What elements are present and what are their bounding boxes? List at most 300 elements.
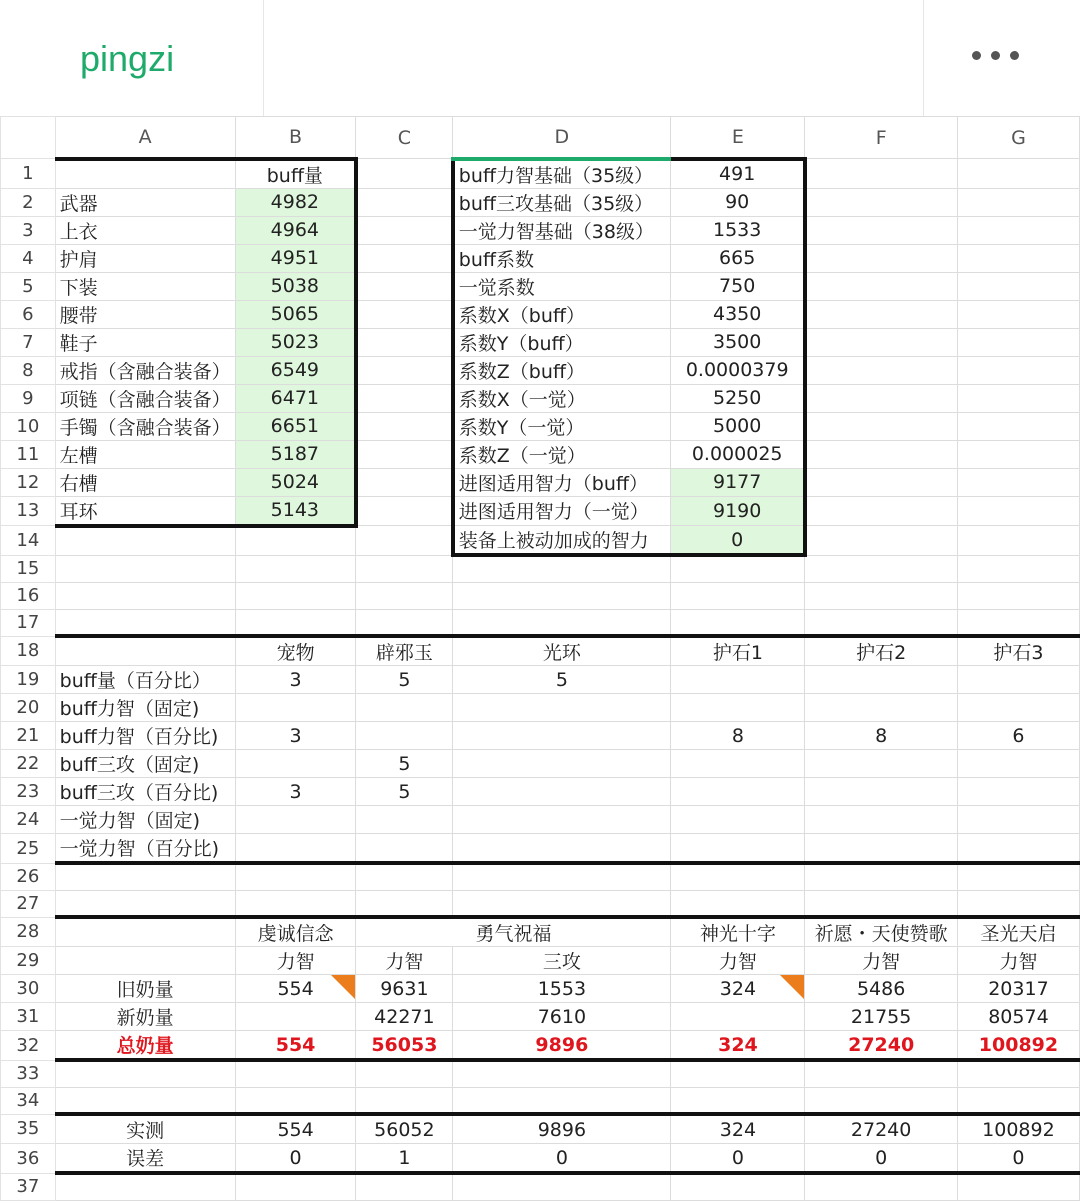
cell[interactable] bbox=[671, 863, 805, 890]
cell[interactable] bbox=[671, 834, 805, 864]
cell[interactable] bbox=[957, 1060, 1079, 1087]
cell[interactable]: 0 bbox=[805, 1144, 957, 1174]
cell[interactable]: 上衣 bbox=[55, 216, 235, 244]
row-header[interactable]: 16 bbox=[1, 582, 56, 609]
row-header[interactable]: 26 bbox=[1, 863, 56, 890]
cell[interactable] bbox=[453, 750, 671, 778]
cell[interactable] bbox=[356, 582, 453, 609]
cell[interactable] bbox=[957, 412, 1079, 440]
cell[interactable]: buff三攻基础（35级） bbox=[453, 188, 671, 216]
cell[interactable] bbox=[235, 890, 356, 917]
cell[interactable]: 三攻 bbox=[453, 947, 671, 975]
row-header[interactable]: 6 bbox=[1, 300, 56, 328]
cell[interactable]: 5 bbox=[356, 666, 453, 694]
cell[interactable] bbox=[235, 806, 356, 834]
cell[interactable]: 3 bbox=[235, 778, 356, 806]
cell[interactable] bbox=[805, 666, 957, 694]
cell[interactable] bbox=[453, 609, 671, 636]
row-header[interactable]: 13 bbox=[1, 496, 56, 526]
row-header[interactable]: 15 bbox=[1, 555, 56, 582]
cell[interactable] bbox=[805, 806, 957, 834]
cell[interactable]: 5038 bbox=[235, 272, 356, 300]
cell[interactable] bbox=[957, 356, 1079, 384]
cell[interactable]: 554 bbox=[235, 1114, 356, 1144]
row-header[interactable]: 28 bbox=[1, 917, 56, 947]
cell[interactable] bbox=[805, 300, 957, 328]
cell[interactable] bbox=[957, 440, 1079, 468]
cell[interactable]: buff力智基础（35级） bbox=[453, 159, 671, 189]
cell[interactable]: 90 bbox=[671, 188, 805, 216]
cell[interactable] bbox=[805, 216, 957, 244]
cell[interactable] bbox=[235, 1060, 356, 1087]
row-header[interactable]: 4 bbox=[1, 244, 56, 272]
cell[interactable]: 护肩 bbox=[55, 244, 235, 272]
cell[interactable] bbox=[957, 468, 1079, 496]
row-header[interactable]: 2 bbox=[1, 188, 56, 216]
cell[interactable] bbox=[671, 1087, 805, 1114]
cell[interactable]: 系数X（一觉） bbox=[453, 384, 671, 412]
cell[interactable]: 5 bbox=[356, 750, 453, 778]
cell[interactable] bbox=[356, 300, 453, 328]
cell[interactable] bbox=[356, 890, 453, 917]
cell[interactable]: 750 bbox=[671, 272, 805, 300]
cell[interactable]: 戒指（含融合装备） bbox=[55, 356, 235, 384]
cell[interactable] bbox=[356, 384, 453, 412]
cell[interactable]: buff力智（固定) bbox=[55, 694, 235, 722]
cell[interactable]: 9631 bbox=[356, 975, 453, 1003]
cell[interactable]: 4350 bbox=[671, 300, 805, 328]
cell[interactable]: 0.0000379 bbox=[671, 356, 805, 384]
cell[interactable] bbox=[805, 834, 957, 864]
cell[interactable]: 5143 bbox=[235, 496, 356, 526]
cell[interactable] bbox=[671, 750, 805, 778]
cell[interactable] bbox=[805, 1087, 957, 1114]
cell[interactable]: 9190 bbox=[671, 496, 805, 526]
cell[interactable]: 祈愿・天使赞歌 bbox=[805, 917, 957, 947]
column-header-c[interactable]: C bbox=[356, 117, 453, 159]
corner-cell[interactable] bbox=[1, 117, 56, 159]
row-header[interactable]: 36 bbox=[1, 1144, 56, 1174]
cell[interactable] bbox=[671, 694, 805, 722]
cell[interactable] bbox=[55, 582, 235, 609]
cell[interactable]: 项链（含融合装备） bbox=[55, 384, 235, 412]
cell[interactable] bbox=[356, 440, 453, 468]
cell[interactable]: buff系数 bbox=[453, 244, 671, 272]
cell[interactable] bbox=[957, 496, 1079, 526]
cell[interactable]: 42271 bbox=[356, 1003, 453, 1031]
cell[interactable] bbox=[805, 1060, 957, 1087]
cell[interactable] bbox=[356, 159, 453, 189]
cell[interactable] bbox=[356, 412, 453, 440]
cell[interactable]: 力智 bbox=[235, 947, 356, 975]
spreadsheet-grid[interactable] bbox=[0, 116, 1080, 1197]
cell[interactable] bbox=[805, 440, 957, 468]
cell[interactable]: 护石2 bbox=[805, 636, 957, 666]
cell[interactable]: 护石1 bbox=[671, 636, 805, 666]
cell[interactable] bbox=[805, 468, 957, 496]
cell[interactable] bbox=[356, 555, 453, 582]
cell[interactable]: buff三攻（固定) bbox=[55, 750, 235, 778]
cell[interactable]: 5065 bbox=[235, 300, 356, 328]
cell[interactable] bbox=[55, 159, 235, 189]
row-header[interactable]: 8 bbox=[1, 356, 56, 384]
cell[interactable]: 665 bbox=[671, 244, 805, 272]
cell[interactable]: 3500 bbox=[671, 328, 805, 356]
cell[interactable]: 进图适用智力（一觉） bbox=[453, 496, 671, 526]
cell[interactable] bbox=[957, 188, 1079, 216]
cell[interactable]: 宠物 bbox=[235, 636, 356, 666]
cell[interactable]: 下装 bbox=[55, 272, 235, 300]
cell[interactable] bbox=[805, 778, 957, 806]
cell[interactable] bbox=[805, 188, 957, 216]
cell[interactable] bbox=[235, 863, 356, 890]
cell[interactable] bbox=[805, 1173, 957, 1200]
cell[interactable] bbox=[957, 890, 1079, 917]
cell[interactable] bbox=[671, 1060, 805, 1087]
cell[interactable] bbox=[957, 555, 1079, 582]
row-header[interactable]: 7 bbox=[1, 328, 56, 356]
row-header[interactable]: 10 bbox=[1, 412, 56, 440]
cell[interactable]: 力智 bbox=[957, 947, 1079, 975]
cell[interactable] bbox=[55, 947, 235, 975]
row-header[interactable]: 33 bbox=[1, 1060, 56, 1087]
cell[interactable] bbox=[671, 555, 805, 582]
cell[interactable]: 系数Y（一觉） bbox=[453, 412, 671, 440]
cell[interactable] bbox=[235, 609, 356, 636]
cell[interactable] bbox=[356, 1173, 453, 1200]
cell[interactable]: 8 bbox=[671, 722, 805, 750]
cell[interactable]: 6 bbox=[957, 722, 1079, 750]
cell[interactable] bbox=[235, 1087, 356, 1114]
row-header[interactable]: 24 bbox=[1, 806, 56, 834]
cell[interactable]: 0 bbox=[957, 1144, 1079, 1174]
cell[interactable]: 5 bbox=[453, 666, 671, 694]
cell[interactable]: 进图适用智力（buff） bbox=[453, 468, 671, 496]
cell[interactable]: 4982 bbox=[235, 188, 356, 216]
row-header[interactable]: 18 bbox=[1, 636, 56, 666]
cell[interactable]: 系数X（buff） bbox=[453, 300, 671, 328]
cell[interactable] bbox=[957, 384, 1079, 412]
row-header[interactable]: 12 bbox=[1, 468, 56, 496]
cell[interactable] bbox=[957, 834, 1079, 864]
column-header-d[interactable]: D bbox=[453, 117, 671, 159]
cell[interactable] bbox=[957, 582, 1079, 609]
cell[interactable] bbox=[356, 1060, 453, 1087]
cell[interactable]: 右槽 bbox=[55, 468, 235, 496]
cell[interactable]: 新奶量 bbox=[55, 1003, 235, 1031]
cell[interactable] bbox=[957, 863, 1079, 890]
cell[interactable] bbox=[453, 806, 671, 834]
row-header[interactable]: 32 bbox=[1, 1031, 56, 1061]
cell[interactable]: 5486 bbox=[805, 975, 957, 1003]
cell[interactable]: 100892 bbox=[957, 1031, 1079, 1061]
cell[interactable] bbox=[671, 890, 805, 917]
cell[interactable] bbox=[957, 216, 1079, 244]
cell[interactable]: 一觉力智（固定) bbox=[55, 806, 235, 834]
cell[interactable]: 鞋子 bbox=[55, 328, 235, 356]
cell[interactable]: 0 bbox=[671, 1144, 805, 1174]
cell[interactable]: 误差 bbox=[55, 1144, 235, 1174]
cell[interactable]: 5023 bbox=[235, 328, 356, 356]
cell[interactable]: 力智 bbox=[356, 947, 453, 975]
cell[interactable] bbox=[55, 1060, 235, 1087]
cell[interactable] bbox=[671, 778, 805, 806]
cell[interactable] bbox=[805, 890, 957, 917]
cell[interactable]: 圣光天启 bbox=[957, 917, 1079, 947]
cell[interactable] bbox=[453, 863, 671, 890]
cell[interactable] bbox=[356, 468, 453, 496]
cell[interactable] bbox=[805, 356, 957, 384]
cell[interactable] bbox=[453, 722, 671, 750]
cell[interactable]: 100892 bbox=[957, 1114, 1079, 1144]
cell[interactable] bbox=[453, 1087, 671, 1114]
cell[interactable]: 5187 bbox=[235, 440, 356, 468]
cell[interactable] bbox=[957, 159, 1079, 189]
cell[interactable] bbox=[55, 890, 235, 917]
cell[interactable]: 旧奶量 bbox=[55, 975, 235, 1003]
cell[interactable]: 0.000025 bbox=[671, 440, 805, 468]
cell[interactable]: 辟邪玉 bbox=[356, 636, 453, 666]
cell[interactable] bbox=[957, 328, 1079, 356]
cell[interactable] bbox=[356, 1087, 453, 1114]
cell[interactable]: buff量 bbox=[235, 159, 356, 189]
row-header[interactable]: 5 bbox=[1, 272, 56, 300]
cell[interactable]: 9896 bbox=[453, 1114, 671, 1144]
row-header[interactable]: 14 bbox=[1, 526, 56, 556]
row-header[interactable]: 29 bbox=[1, 947, 56, 975]
cell[interactable] bbox=[55, 609, 235, 636]
cell[interactable]: 1553 bbox=[453, 975, 671, 1003]
cell[interactable] bbox=[957, 244, 1079, 272]
cell[interactable] bbox=[957, 694, 1079, 722]
cell[interactable] bbox=[356, 272, 453, 300]
cell[interactable]: 324 bbox=[671, 1114, 805, 1144]
cell[interactable]: 护石3 bbox=[957, 636, 1079, 666]
cell[interactable] bbox=[957, 526, 1079, 556]
cell[interactable] bbox=[55, 863, 235, 890]
cell[interactable] bbox=[453, 834, 671, 864]
cell[interactable] bbox=[957, 1087, 1079, 1114]
cell[interactable]: 6549 bbox=[235, 356, 356, 384]
cell[interactable]: 系数Z（一觉） bbox=[453, 440, 671, 468]
cell[interactable]: 手镯（含融合装备） bbox=[55, 412, 235, 440]
cell[interactable] bbox=[805, 244, 957, 272]
cell[interactable] bbox=[805, 582, 957, 609]
row-header[interactable]: 30 bbox=[1, 975, 56, 1003]
cell[interactable] bbox=[356, 526, 453, 556]
cell[interactable] bbox=[235, 834, 356, 864]
cell[interactable] bbox=[453, 890, 671, 917]
cell[interactable] bbox=[55, 636, 235, 666]
cell[interactable]: 装备上被动加成的智力 bbox=[453, 526, 671, 556]
row-header[interactable]: 19 bbox=[1, 666, 56, 694]
cell[interactable] bbox=[453, 778, 671, 806]
cell[interactable] bbox=[805, 750, 957, 778]
row-header[interactable]: 31 bbox=[1, 1003, 56, 1031]
cell[interactable]: 1533 bbox=[671, 216, 805, 244]
cell[interactable]: 虔诚信念 bbox=[235, 917, 356, 947]
cell[interactable] bbox=[356, 244, 453, 272]
cell[interactable]: 勇气祝福 bbox=[356, 917, 671, 947]
cell[interactable] bbox=[453, 555, 671, 582]
cell[interactable]: 一觉力智（百分比) bbox=[55, 834, 235, 864]
cell[interactable] bbox=[235, 1003, 356, 1031]
cell[interactable] bbox=[805, 694, 957, 722]
cell[interactable] bbox=[235, 750, 356, 778]
cell[interactable] bbox=[805, 159, 957, 189]
cell[interactable] bbox=[671, 609, 805, 636]
cell[interactable] bbox=[55, 526, 235, 556]
cell[interactable] bbox=[356, 694, 453, 722]
cell[interactable] bbox=[356, 834, 453, 864]
cell[interactable]: 0 bbox=[671, 526, 805, 556]
cell[interactable]: 0 bbox=[453, 1144, 671, 1174]
cell[interactable]: buff三攻（百分比) bbox=[55, 778, 235, 806]
cell[interactable]: 左槽 bbox=[55, 440, 235, 468]
cell[interactable] bbox=[671, 582, 805, 609]
cell[interactable]: 324 bbox=[671, 975, 805, 1003]
row-header[interactable]: 21 bbox=[1, 722, 56, 750]
cell[interactable] bbox=[356, 216, 453, 244]
cell[interactable]: 系数Y（buff） bbox=[453, 328, 671, 356]
cell[interactable]: 0 bbox=[235, 1144, 356, 1174]
column-header-b[interactable]: B bbox=[235, 117, 356, 159]
cell[interactable]: 力智 bbox=[671, 947, 805, 975]
row-header[interactable]: 3 bbox=[1, 216, 56, 244]
cell[interactable] bbox=[55, 555, 235, 582]
cell[interactable] bbox=[957, 778, 1079, 806]
cell[interactable] bbox=[805, 609, 957, 636]
row-header[interactable]: 37 bbox=[1, 1173, 56, 1200]
cell[interactable] bbox=[805, 863, 957, 890]
cell[interactable] bbox=[356, 496, 453, 526]
cell[interactable] bbox=[453, 582, 671, 609]
column-header-g[interactable]: G bbox=[957, 117, 1079, 159]
cell[interactable]: 554 bbox=[235, 1031, 356, 1061]
cell[interactable]: 系数Z（buff） bbox=[453, 356, 671, 384]
cell[interactable]: 神光十字 bbox=[671, 917, 805, 947]
cell[interactable] bbox=[356, 188, 453, 216]
cell[interactable]: 实测 bbox=[55, 1114, 235, 1144]
cell[interactable] bbox=[356, 328, 453, 356]
row-header[interactable]: 1 bbox=[1, 159, 56, 189]
cell[interactable] bbox=[453, 1173, 671, 1200]
cell[interactable]: 56053 bbox=[356, 1031, 453, 1061]
cell[interactable] bbox=[356, 609, 453, 636]
cell[interactable]: 554 bbox=[235, 975, 356, 1003]
cell[interactable]: 5250 bbox=[671, 384, 805, 412]
cell[interactable]: 9896 bbox=[453, 1031, 671, 1061]
cell[interactable]: 324 bbox=[671, 1031, 805, 1061]
row-header[interactable]: 27 bbox=[1, 890, 56, 917]
row-header[interactable]: 9 bbox=[1, 384, 56, 412]
cell[interactable] bbox=[957, 300, 1079, 328]
cell[interactable] bbox=[235, 1173, 356, 1200]
cell[interactable]: 6651 bbox=[235, 412, 356, 440]
row-header[interactable]: 11 bbox=[1, 440, 56, 468]
cell[interactable] bbox=[356, 356, 453, 384]
cell[interactable]: 5000 bbox=[671, 412, 805, 440]
cell[interactable] bbox=[957, 750, 1079, 778]
cell[interactable] bbox=[453, 1060, 671, 1087]
cell[interactable] bbox=[235, 694, 356, 722]
cell[interactable] bbox=[805, 412, 957, 440]
cell[interactable]: 1 bbox=[356, 1144, 453, 1174]
cell[interactable] bbox=[805, 328, 957, 356]
cell[interactable] bbox=[805, 272, 957, 300]
row-header[interactable]: 25 bbox=[1, 834, 56, 864]
cell[interactable]: 腰带 bbox=[55, 300, 235, 328]
cell[interactable]: 491 bbox=[671, 159, 805, 189]
column-header-e[interactable]: E bbox=[671, 117, 805, 159]
cell[interactable]: 一觉力智基础（38级） bbox=[453, 216, 671, 244]
cell[interactable] bbox=[671, 806, 805, 834]
cell[interactable]: 3 bbox=[235, 666, 356, 694]
cell[interactable]: 4951 bbox=[235, 244, 356, 272]
column-header-f[interactable]: F bbox=[805, 117, 957, 159]
cell[interactable] bbox=[957, 806, 1079, 834]
cell[interactable]: 力智 bbox=[805, 947, 957, 975]
cell[interactable] bbox=[356, 722, 453, 750]
row-header[interactable]: 22 bbox=[1, 750, 56, 778]
cell[interactable] bbox=[957, 1173, 1079, 1200]
cell[interactable]: 8 bbox=[805, 722, 957, 750]
cell[interactable] bbox=[805, 555, 957, 582]
cell[interactable] bbox=[957, 272, 1079, 300]
cell[interactable] bbox=[55, 1173, 235, 1200]
cell[interactable]: buff量（百分比） bbox=[55, 666, 235, 694]
cell[interactable] bbox=[235, 526, 356, 556]
cell[interactable]: 80574 bbox=[957, 1003, 1079, 1031]
cell[interactable] bbox=[235, 582, 356, 609]
row-header[interactable]: 17 bbox=[1, 609, 56, 636]
cell[interactable] bbox=[55, 917, 235, 947]
cell[interactable] bbox=[453, 694, 671, 722]
cell[interactable]: 21755 bbox=[805, 1003, 957, 1031]
cell[interactable] bbox=[671, 1173, 805, 1200]
cell[interactable]: 光环 bbox=[453, 636, 671, 666]
cell[interactable] bbox=[55, 1087, 235, 1114]
cell[interactable] bbox=[957, 609, 1079, 636]
cell[interactable]: 56052 bbox=[356, 1114, 453, 1144]
cell[interactable]: 27240 bbox=[805, 1114, 957, 1144]
cell[interactable]: 5024 bbox=[235, 468, 356, 496]
cell[interactable]: 20317 bbox=[957, 975, 1079, 1003]
cell[interactable]: 一觉系数 bbox=[453, 272, 671, 300]
column-header-a[interactable]: A bbox=[55, 117, 235, 159]
cell[interactable]: 武器 bbox=[55, 188, 235, 216]
row-header[interactable]: 23 bbox=[1, 778, 56, 806]
cell[interactable]: 7610 bbox=[453, 1003, 671, 1031]
more-options-icon[interactable] bbox=[972, 42, 1032, 70]
cell[interactable] bbox=[671, 666, 805, 694]
cell[interactable] bbox=[356, 863, 453, 890]
cell[interactable]: 4964 bbox=[235, 216, 356, 244]
cell[interactable]: 耳环 bbox=[55, 496, 235, 526]
row-header[interactable]: 20 bbox=[1, 694, 56, 722]
cell[interactable] bbox=[671, 1003, 805, 1031]
row-header[interactable]: 35 bbox=[1, 1114, 56, 1144]
cell[interactable] bbox=[805, 496, 957, 526]
cell[interactable] bbox=[356, 806, 453, 834]
cell[interactable] bbox=[805, 526, 957, 556]
cell[interactable]: 27240 bbox=[805, 1031, 957, 1061]
cell[interactable]: buff力智（百分比) bbox=[55, 722, 235, 750]
cell[interactable]: 9177 bbox=[671, 468, 805, 496]
cell[interactable] bbox=[957, 666, 1079, 694]
cell[interactable]: 3 bbox=[235, 722, 356, 750]
cell[interactable]: 总奶量 bbox=[55, 1031, 235, 1061]
